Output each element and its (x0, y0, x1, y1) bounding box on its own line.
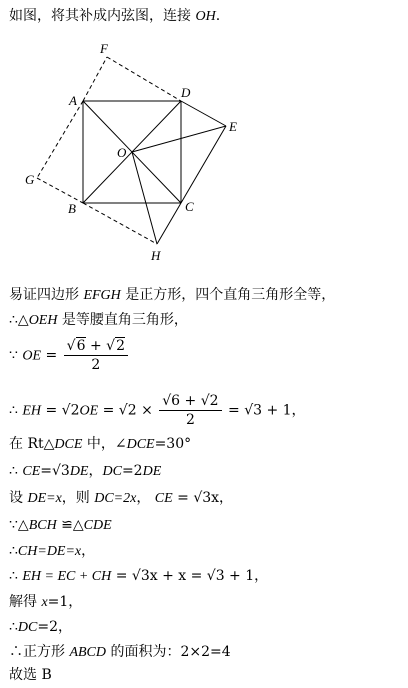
line-6-var4: DE (142, 464, 162, 479)
segment-DE (181, 101, 226, 126)
line-11 (9, 593, 82, 612)
line-9-var: CH=DE=x (17, 544, 82, 559)
line-3-var: OE (22, 348, 42, 364)
line-12 (9, 618, 72, 637)
line-2-text: ∴△ (9, 312, 29, 328)
segment-OH (132, 152, 157, 244)
line-11-var: x (41, 595, 48, 610)
line-7-text: 设 (9, 490, 28, 506)
line-12-text: ∴ (9, 619, 18, 635)
line-6-var2: DE (69, 464, 89, 479)
line-13 (9, 643, 231, 662)
label-C: C (185, 199, 194, 214)
line-7 (9, 489, 233, 508)
line-2-var: OEH (28, 313, 58, 328)
segment-CE (181, 126, 226, 203)
line-4-numerator: √6 + √2 (159, 392, 221, 411)
line-11-text: 解得 (9, 594, 42, 610)
line-4-mid2: = √2 × (98, 402, 153, 419)
line-1-text: 易证四边形 (9, 287, 84, 303)
dashed-AF (83, 57, 107, 101)
line-8 (9, 516, 112, 535)
line-13-post: 的面积为：2×2=4 (106, 644, 231, 660)
line-5-post: =30° (154, 436, 192, 452)
line-6-mid2: ， (88, 463, 103, 479)
line-10-var: EH = EC + CH (22, 569, 112, 584)
line-8-mid: ≌△ (56, 517, 84, 533)
line-13-var: ABCD (69, 645, 107, 660)
line-4-var2: OE (79, 403, 99, 419)
dashed-AG (37, 101, 83, 178)
line-5-var2: DCE (126, 437, 155, 452)
dashed-GB (37, 178, 83, 203)
line-4-var: EH (22, 403, 42, 419)
label-E: E (229, 119, 237, 134)
line-6-mid: =√3 (40, 463, 70, 479)
line-7-var2: DC=2x (94, 491, 137, 506)
line-4 (9, 392, 306, 429)
line-12-var: DC (17, 620, 38, 635)
line-2-post: 是等腰直角三角形， (57, 312, 188, 328)
line-6 (9, 462, 161, 481)
line-4-post: = √3 + 1， (223, 402, 306, 419)
intro-var: OH (195, 9, 216, 24)
line-6-text: ∴ (9, 463, 23, 479)
intro-suffix: . (215, 8, 221, 24)
line-9 (9, 542, 95, 561)
line-6-var3: DC (102, 464, 122, 479)
line-6-mid3: =2 (121, 463, 143, 479)
line-14: 故选 B (9, 667, 52, 683)
segment-CH (157, 203, 181, 244)
line-4-fraction (159, 392, 221, 429)
line-2 (9, 311, 188, 330)
line-5-mid: 中，∠ (82, 436, 127, 452)
line-5-var: DCE (54, 437, 83, 452)
line-7-post: = √3x， (172, 490, 234, 506)
line-4-denominator: 2 (185, 412, 195, 428)
line-5-text: 在 Rt△ (9, 436, 55, 452)
label-F: F (100, 41, 108, 56)
line-1-post: 是正方形，四个直角三角形全等， (120, 287, 336, 303)
line-3-fraction (64, 337, 128, 374)
line-7-mid: ，则 (61, 490, 95, 506)
dashed-BH (83, 203, 157, 244)
line-5 (9, 435, 191, 454)
line-7-var3: CE (154, 491, 173, 506)
line-8-text: ∵△ (9, 517, 29, 533)
label-B: B (68, 201, 76, 216)
dashed-FD (107, 57, 181, 101)
line-1-var: EFGH (83, 288, 121, 303)
label-O: O (117, 145, 127, 160)
label-A: A (69, 93, 77, 108)
line-3 (9, 337, 130, 374)
intro-text: 如图，将其补成内弦图，连接 (9, 8, 196, 24)
line-10-post: = √3x + x = √3 + 1， (111, 568, 269, 584)
line-3-eq: = (41, 347, 62, 364)
label-H: H (151, 248, 161, 263)
line-9-post: ， (81, 543, 96, 559)
line-3-text: ∵ (9, 347, 23, 364)
label-D: D (181, 85, 191, 100)
line-13-text: ∴正方形 (9, 644, 70, 660)
line-4-text: ∴ (9, 402, 23, 419)
line-10 (9, 567, 268, 586)
line-9-text: ∴ (9, 543, 18, 559)
segment-OE (132, 126, 226, 152)
line-12-post: =2， (37, 619, 73, 635)
line-4-mid: = √2 (41, 402, 80, 419)
geometry-figure (0, 0, 408, 270)
line-3-denominator: 2 (91, 357, 101, 373)
line-8-var2: CDE (83, 518, 112, 533)
line-11-post: =1， (47, 594, 83, 610)
line-3-numerator: √6 + √2 (64, 337, 128, 356)
line-10-text: ∴ (9, 568, 23, 584)
line-1 (9, 286, 335, 305)
line-7-var: DE=x (27, 491, 62, 506)
line-6-var: CE (22, 464, 41, 479)
label-G: G (25, 172, 35, 187)
line-7-mid2: ， (136, 490, 155, 506)
line-8-var: BCH (28, 518, 57, 533)
